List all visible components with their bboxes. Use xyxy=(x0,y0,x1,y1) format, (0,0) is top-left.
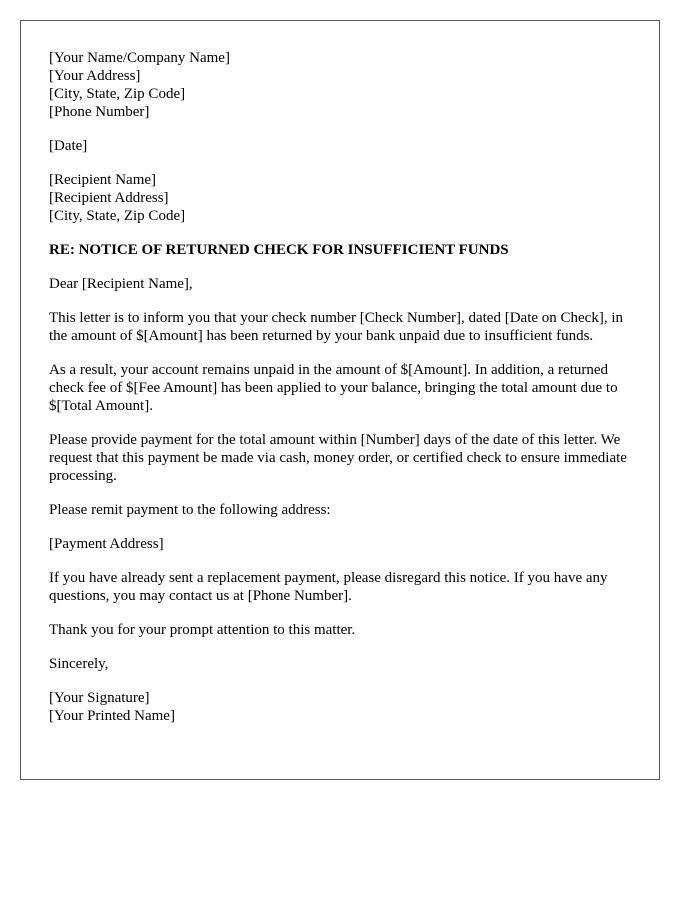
letter-page xyxy=(20,20,660,780)
signature-block xyxy=(49,689,631,725)
paragraph-thanks: Thank you for your prompt attention to this matter. xyxy=(49,622,356,638)
recipient-address: [Recipient Address] xyxy=(49,190,169,206)
paragraph-notice: This letter is to inform you that your check number [Check Number], dated [Date on Check], in the amount of $[Amount] has been returned by your bank unpaid due to insufficient funds. xyxy=(49,310,623,344)
sender-name: [Your Name/Company Name] xyxy=(49,50,230,66)
subject-line: RE: NOTICE OF RETURNED CHECK FOR INSUFFICIENT FUNDS xyxy=(49,242,509,258)
salutation: Dear [Recipient Name], xyxy=(49,276,193,292)
sender-address: [Your Address] xyxy=(49,68,141,84)
sender-city-state-zip: [City, State, Zip Code] xyxy=(49,86,186,102)
sender-phone: [Phone Number] xyxy=(49,104,150,120)
sender-block xyxy=(49,49,631,121)
printed-name: [Your Printed Name] xyxy=(49,708,175,724)
recipient-city-state-zip: [City, State, Zip Code] xyxy=(49,208,186,224)
recipient-name: [Recipient Name] xyxy=(49,172,157,188)
date-line: [Date] xyxy=(49,138,88,154)
payment-address: [Payment Address] xyxy=(49,536,164,552)
signature-line: [Your Signature] xyxy=(49,690,150,706)
closing: Sincerely, xyxy=(49,656,109,672)
paragraph-payment-request: Please provide payment for the total amount within [Number] days of the date of this letter. We request that this payment be made via cash, money order, or certified check to ensure immediate processing. xyxy=(49,432,627,484)
recipient-block xyxy=(49,171,631,225)
paragraph-remit-instruction: Please remit payment to the following address: xyxy=(49,502,331,518)
paragraph-disregard: If you have already sent a replacement payment, please disregard this notice. If you have any questions, you may contact us at [Phone Number]. xyxy=(49,570,608,604)
paragraph-amount-due: As a result, your account remains unpaid in the amount of $[Amount]. In addition, a returned check fee of $[Fee Amount] has been applied to your balance, bringing the total amount due to $[Total Amount]. xyxy=(49,362,618,414)
